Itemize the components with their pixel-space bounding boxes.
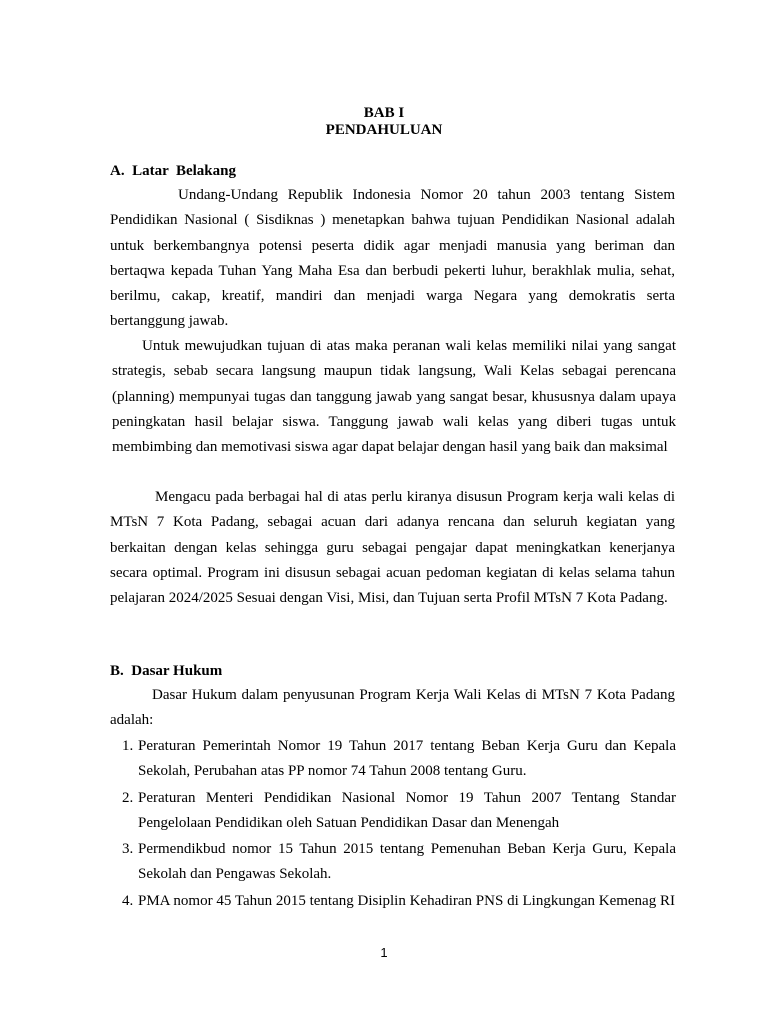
list-item — [110, 734, 676, 785]
section-a-heading: A. Latar Belakang — [110, 163, 236, 179]
page-number: 1 — [380, 945, 388, 960]
section-b-heading: B. Dasar Hukum — [110, 663, 223, 679]
list-item — [110, 889, 676, 914]
section-a-paragraph-1: Undang-Undang Republik Indonesia Nomor 20 tahun 2003 tentang Sistem Pendidikan Nasional ( Sisdiknas ) menetapkan bahwa tujuan Pendidikan Nasional adalah untuk berkembangnya potensi peserta didik agar menjadi manusia yang beriman dan bertaqwa kepada Tuhan Yang Maha Esa dan berbudi pekerti luhur, berakhlak mulia, sehat, berilmu, cakap, kreatif, mandiri dan menjadi warga Negara yang demokratis serta bertanggung jawab. — [110, 187, 675, 330]
list-item-text: Peraturan Pemerintah Nomor 19 Tahun 2017 tentang Beban Kerja Guru dan Kepala Sekolah, Perubahan atas PP nomor 74 Tahun 2008 tentang Guru. — [138, 738, 676, 780]
chapter-title: PENDAHULUAN — [325, 122, 443, 138]
list-item-text: PMA nomor 45 Tahun 2015 tentang Disiplin Kehadiran PNS di Lingkungan Kemenag RI — [138, 892, 675, 909]
list-item — [110, 786, 676, 837]
list-item-number: 3. — [122, 841, 134, 858]
section-a-paragraph-2: Untuk mewujudkan tujuan di atas maka peranan wali kelas memiliki nilai yang sangat strategis, sebab secara langsung maupun tidak langsung, Wali Kelas sebagai perencana (planning) mempunyai tugas dan tanggung jawab yang sangat besar, khususnya dalam upaya peningkatan hasil belajar siswa. Tanggung jawab wali kelas yang diberi tugas untuk membimbing dan memotivasi siswa agar dapat belajar dengan hasil yang baik dan maksimal — [112, 338, 676, 456]
legal-basis-list — [110, 734, 676, 915]
section-a-paragraph-3: Mengacu pada berbagai hal di atas perlu kiranya disusun Program kerja wali kelas di MTsN 7 Kota Padang, sebagai acuan dari adanya rencana dan seluruh kegiatan yang berkaitan dengan kelas sehingga guru sebagai pengajar dapat meningkatkan kenerjanya secara optimal. Program ini disusun sebagai acuan pedoman kegiatan di kelas selama tahun pelajaran 2024/2025 Sesuai dengan Visi, Misi, dan Tujuan serta Profil MTsN 7 Kota Padang. — [110, 489, 675, 607]
list-item-number: 4. — [122, 892, 134, 909]
list-item-number: 2. — [122, 789, 134, 806]
section-b-intro: Dasar Hukum dalam penyusunan Program Kerja Wali Kelas di MTsN 7 Kota Padang adalah: — [110, 687, 675, 729]
chapter-number: BAB I — [363, 105, 405, 121]
list-item — [110, 837, 676, 888]
list-item-text: Permendikbud nomor 15 Tahun 2015 tentang Pemenuhan Beban Kerja Guru, Kepala Sekolah dan Pengawas Sekolah. — [138, 841, 676, 883]
list-item-number: 1. — [122, 738, 134, 754]
list-item-text: Peraturan Menteri Pendidikan Nasional Nomor 19 Tahun 2007 Tentang Standar Pengelolaan Pendidikan oleh Satuan Pendidikan Dasar dan Menengah — [138, 789, 676, 831]
